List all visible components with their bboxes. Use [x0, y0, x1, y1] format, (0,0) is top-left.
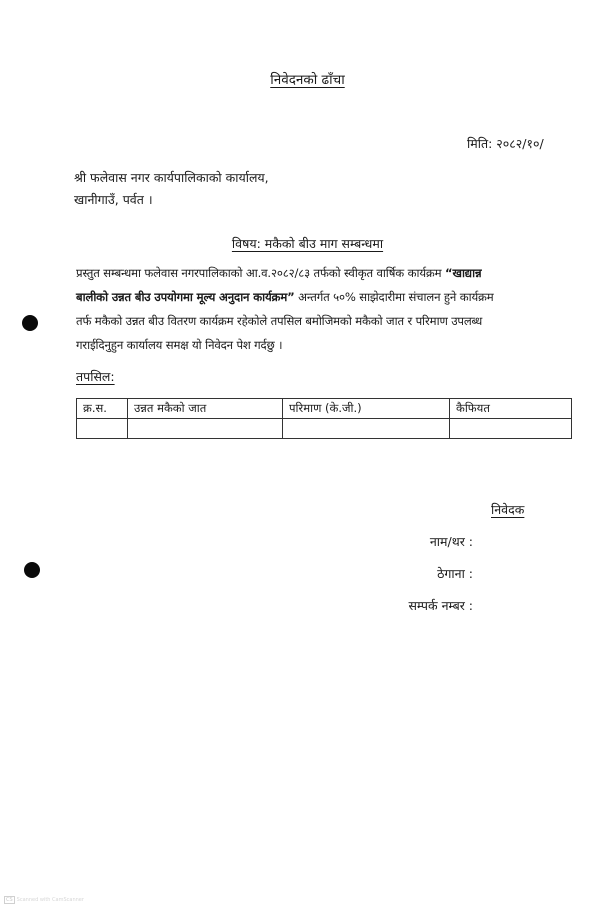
recipient-line-1: श्री फलेवास नगर कार्यपालिकाको कार्यालय, [74, 170, 269, 185]
punch-hole [22, 315, 38, 331]
scanner-watermark [4, 896, 84, 904]
recipient-line-2: खानीगाउँ, पर्वत । [74, 192, 153, 207]
cell-maize-variety[interactable] [128, 419, 283, 439]
name-field-label: नाम/थर : [429, 534, 473, 549]
body-line-2-text: अन्तर्गत ५०% साझेदारीमा संचालन हुने कार्यक्रम [294, 290, 494, 304]
header-remarks: कैफियत [450, 399, 572, 419]
body-line-4: गराईदिनुहुन कार्यालय समक्ष यो निवेदन पेश गर्दछु । [76, 338, 283, 352]
body-line-2 [76, 290, 494, 305]
scanner-logo-icon: CS [6, 897, 13, 903]
body-line-1 [76, 266, 481, 281]
header-serial-no: क्र.स. [77, 399, 128, 419]
program-name-start: “खाद्यान्न [445, 266, 482, 280]
applicant-heading: निवेदक [491, 502, 525, 517]
address-field-label: ठेगाना : [437, 566, 473, 581]
body-line-3: तर्फ मकैको उन्नत बीउ वितरण कार्यक्रम रहेकोले तपसिल बमोजिमको मकैको जात र परिमाण उपलब्ध [76, 314, 483, 328]
header-quantity-kg: परिमाण (के.जी.) [283, 399, 450, 419]
cell-serial-no[interactable] [77, 419, 128, 439]
schedule-label: तपसिल: [76, 369, 115, 384]
subject-text: विषय: मकैको बीउ माग सम्बन्धमा [231, 236, 384, 251]
contact-field-label: सम्पर्क नम्बर : [408, 598, 473, 613]
subject-line [0, 235, 615, 252]
date-line: मिति: २०८२/१०/ [467, 136, 544, 151]
table-header-row [77, 399, 572, 419]
program-name-end: बालीको उन्नत बीउ उपयोगमा मूल्य अनुदान कार्यक्रम” [76, 290, 295, 304]
seed-request-table [76, 398, 572, 439]
punch-hole [24, 562, 40, 578]
cell-remarks[interactable] [450, 419, 572, 439]
document-title-text: निवेदनको ढाँचा [270, 72, 345, 88]
watermark-text: Scanned with CamScanner [16, 897, 84, 903]
header-maize-variety: उन्नत मकैको जात [128, 399, 283, 419]
body-line-1-text: प्रस्तुत सम्बन्धमा फलेवास नगरपालिकाको आ.व.२०८२/८३ तर्फको स्वीकृत वार्षिक कार्यक्रम [76, 266, 445, 280]
table-row [77, 419, 572, 439]
cell-quantity-kg[interactable] [283, 419, 450, 439]
document-title [0, 70, 615, 88]
